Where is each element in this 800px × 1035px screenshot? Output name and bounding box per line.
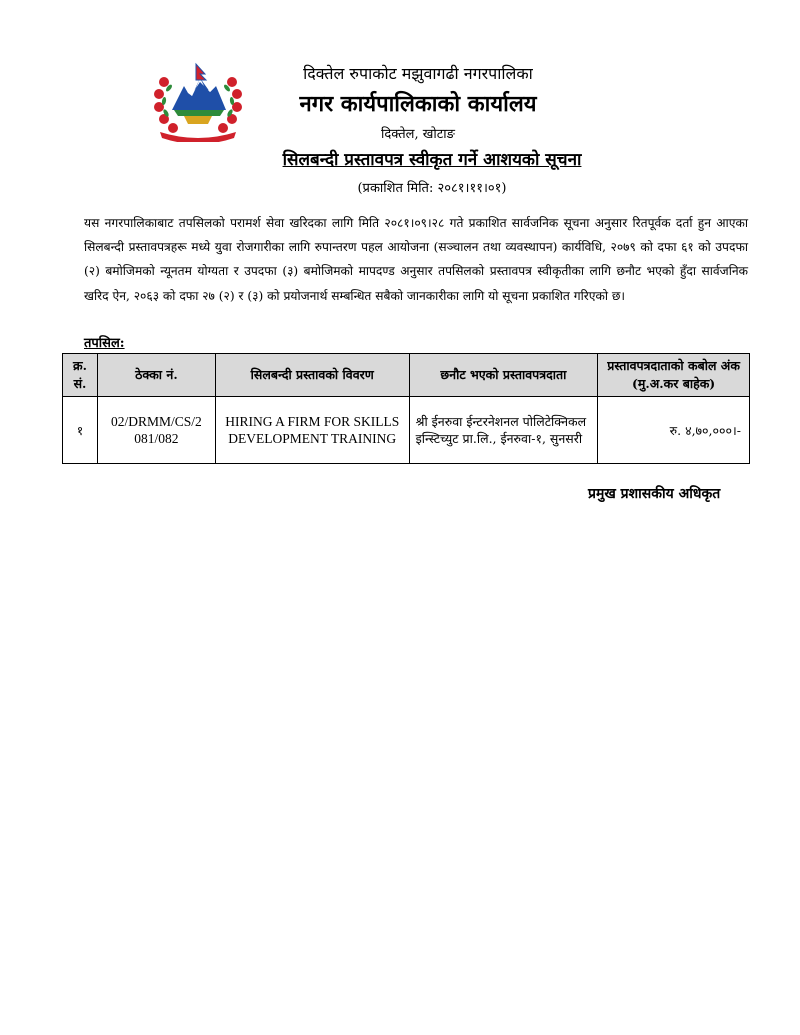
notice-title: सिलबन्दी प्रस्तावपत्र स्वीकृत गर्ने आशयको सूचना (282, 150, 582, 170)
selection-table (62, 353, 750, 464)
header-description: सिलबन्दी प्रस्तावको विवरण (215, 354, 409, 397)
office-address: दिक्तेल, खोटाङ (381, 127, 455, 142)
cell-contract-no: 02/DRMM/CS/2 081/082 (97, 397, 215, 464)
municipality-name: दिक्तेल रुपाकोट मझुवागढी नगरपालिका (303, 64, 533, 83)
published-date: (प्रकाशित मिति: २०८१।११।०१) (357, 181, 507, 196)
table-row (63, 397, 750, 464)
table-header-row (63, 354, 750, 397)
signatory-title: प्रमुख प्रशासकीय अधिकृत (588, 486, 721, 502)
notice-paragraph: यस नगरपालिकाबाट तपसिलको परामर्श सेवा खरिदका लागि मिति २०८१।०९।२८ गते प्रकाशित सार्वजनिक सूचना अनुसार रितपूर्वक दर्ता हुन आएका सिलबन्दी प्रस्तावपत्रहरू मध्ये युवा रोजगारीका लागि रुपान्तरण पहल आयोजना (सञ्चालन तथा व्यवस्थापन) कार्यविधि, २०७९ को दफा ६१ को उपदफा (२) बमोजिमको न्यूनतम योग्यता र उपदफा (३) बमोजिमको मापदण्ड अनुसार तपसिलको प्रस्तावपत्र स्वीकृतीका लागि छनौट भएको हुँदा सार्वजनिक खरिद ऐन, २०६३ को दफा २७ (२) र (३) को प्रयोजनार्थ सम्बन्धित सबैको जानकारीका लागि यो सूचना प्रकाशित गरिएको छ। (84, 216, 748, 303)
cell-bid-amount: रु. ४,७०,०००।- (598, 397, 750, 464)
cell-sn: १ (63, 397, 98, 464)
header-sn: क्र. सं. (63, 354, 98, 397)
cell-selected-bidder: श्री ईनरुवा ईन्टरनेशनल पोलिटेक्निकल इन्स्टिच्युट प्रा.लि., ईनरुवा-१, सुनसरी (409, 397, 598, 464)
header-contract-no: ठेक्का नं. (97, 354, 215, 397)
office-name: नगर कार्यपालिकाको कार्यालय (299, 91, 537, 117)
header-bid-amount: प्रस्तावपत्रदाताको कबोल अंक (मु.अ.कर बाहेक) (598, 354, 750, 397)
header-selected-bidder: छनौट भएको प्रस्तावपत्रदाता (409, 354, 598, 397)
tapsil-label: तपसिल: (84, 336, 125, 351)
cell-description: HIRING A FIRM FOR SKILLS DEVELOPMENT TRAINING (215, 397, 409, 464)
